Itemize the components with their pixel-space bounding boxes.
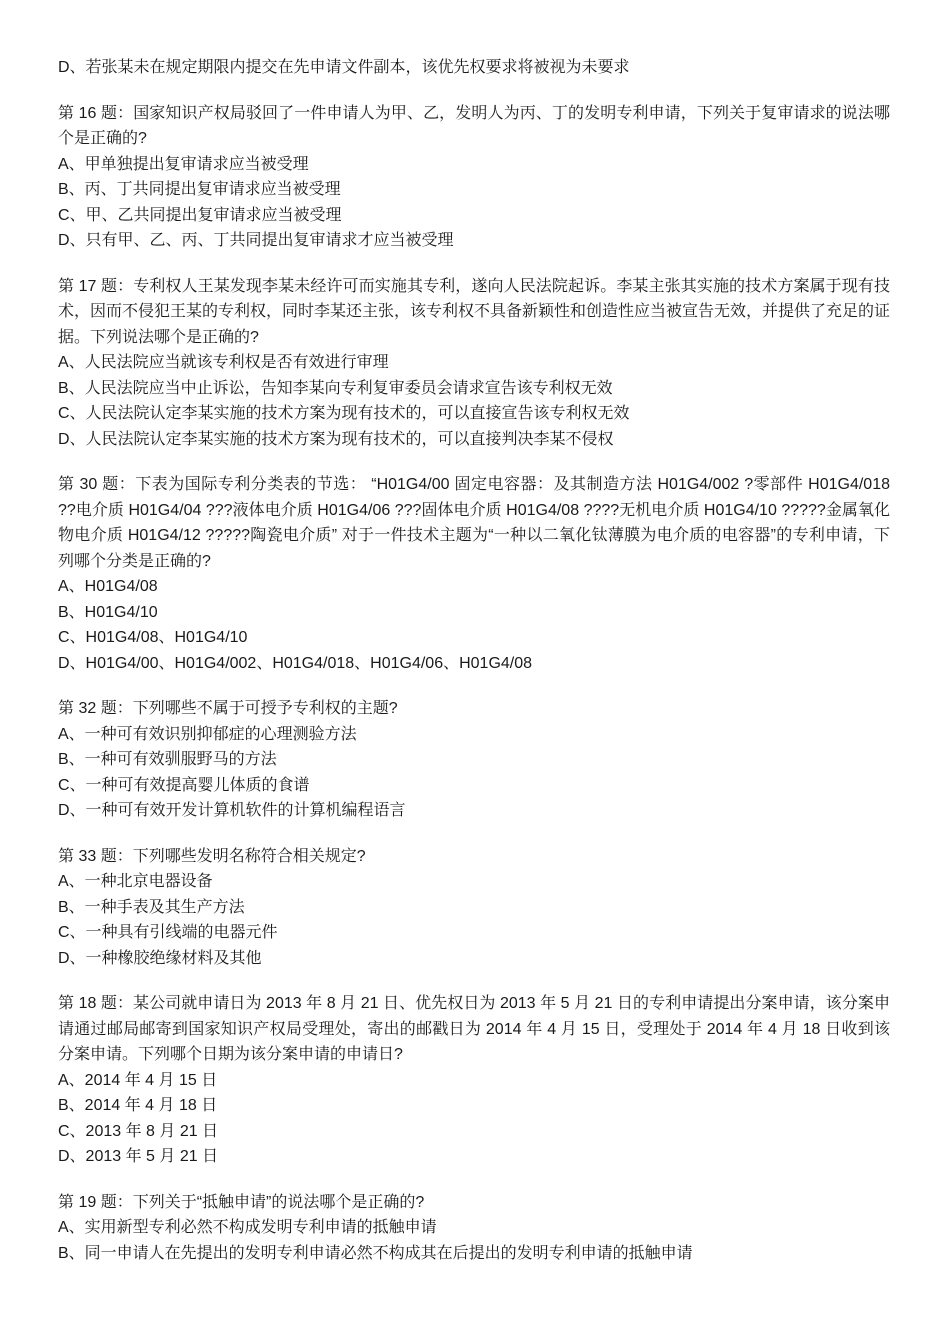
question-option: A、甲单独提出复审请求应当被受理 [58,155,309,173]
question-option: D、2013 年 5 月 21 日 [58,1148,219,1165]
question-option: B、丙、丁共同提出复审请求应当被受理 [58,181,341,198]
question-option: D、一种橡胶绝缘材料及其他 [58,949,262,967]
question-option: B、一种可有效驯服野马的方法 [58,751,277,768]
question-option: B、人民法院应当中止诉讼，告知李某向专利复审委员会请求宣告该专利权无效 [58,379,613,397]
question-block-19 [58,1190,890,1267]
question-option: D、一种可有效开发计算机软件的计算机编程语言 [58,802,406,819]
question-option: B、同一申请人在先提出的发明专利申请必然不构成其在后提出的发明专利申请的抵触申请 [58,1244,693,1262]
question-option: B、一种手表及其生产方法 [58,898,245,916]
question-option: C、2013 年 8 月 21 日 [58,1122,219,1140]
question-title: 第 18 题：某公司就申请日为 2013 年 8 月 21 日、优先权日为 2013 年 5 月 21 日的专利申请提出分案申请，该分案申请通过邮局邮寄到国家知识产权局受理处，寄出的邮戳日为 2014 年 4 月 15 日，受理处于 2014 年 4 月 18 日收到该分案申请。下列哪个日期为该分案申请的申请日? [58,995,890,1063]
question-block-18 [58,991,890,1170]
question-option: C、一种具有引线端的电器元件 [58,924,278,941]
question-title: 第 33 题：下列哪些发明名称符合相关规定? [58,847,366,865]
question-title: 第 19 题：下列关于“抵触申请”的说法哪个是正确的? [58,1193,425,1211]
question-block-32 [58,696,890,824]
question-option: A、2014 年 4 月 15 日 [58,1071,218,1089]
question-title: 第 30 题：下表为国际专利分类表的节选： “H01G4/00 固定电容器：及其制造方法 H01G4/002 ?零部件 H01G4/018 ??电介质 H01G4/04 ???液体电介质 H01G4/06 ???固体电介质 H01G4/08 ????无机电介质 H01G4/10 ?????金属氧化物电介质 H01G4/12 ?????陶瓷电介质” 对于一件技术主题为“一种以二氧化钛薄膜为电介质的电容器”的专利申请，下列哪个分类是正确的? [58,476,890,570]
question-option: C、一种可有效提高婴儿体质的食谱 [58,776,310,794]
question-option: A、一种可有效识别抑郁症的心理测验方法 [58,725,357,743]
question-option: A、一种北京电器设备 [58,873,213,890]
question-block-17 [58,274,890,453]
question-block-30 [58,472,890,676]
question-option: C、H01G4/08、H01G4/10 [58,629,248,646]
question-option: C、人民法院认定李某实施的技术方案为现有技术的，可以直接宣告该专利权无效 [58,405,630,422]
question-block-33 [58,844,890,972]
question-option: A、人民法院应当就该专利权是否有效进行审理 [58,354,389,371]
question-option: D、只有甲、乙、丙、丁共同提出复审请求才应当被受理 [58,232,454,249]
question-option: C、甲、乙共同提出复审请求应当被受理 [58,206,342,224]
question-block-16 [58,101,890,254]
question-option: A、H01G4/08 [58,578,158,595]
question-option: D、人民法院认定李某实施的技术方案为现有技术的，可以直接判决李某不侵权 [58,430,614,448]
question-title: 第 16 题：国家知识产权局驳回了一件申请人为甲、乙，发明人为丙、丁的发明专利申请，下列关于复审请求的说法哪个是正确的? [58,104,890,147]
question-title: 第 17 题：专利权人王某发现李某未经许可而实施其专利，遂向人民法院起诉。李某主张其实施的技术方案属于现有技术，因而不侵犯王某的专利权，同时李某还主张，该专利权不具备新颖性和创造性应当被宣告无效，并提供了充足的证据。下列说法哪个是正确的? [58,277,891,346]
question-option: D、H01G4/00、H01G4/002、H01G4/018、H01G4/06、H01G4/08 [58,654,533,672]
question-option: B、H01G4/10 [58,603,158,621]
carryover-option-line: D、若张某未在规定期限内提交在先申请文件副本，该优先权要求将被视为未要求 [58,59,630,76]
question-option: B、2014 年 4 月 18 日 [58,1097,218,1114]
question-option: A、实用新型专利必然不构成发明专利申请的抵触申请 [58,1219,437,1236]
question-title: 第 32 题：下列哪些不属于可授予专利权的主题? [58,700,398,717]
